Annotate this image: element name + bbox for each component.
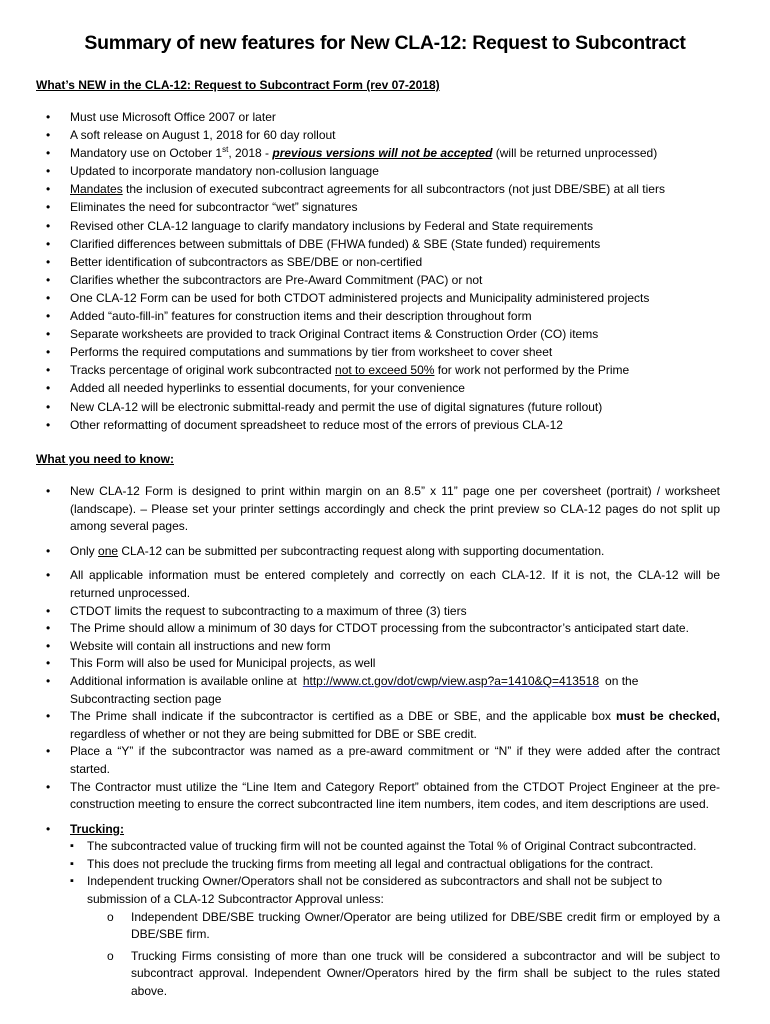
whats-new-list [36, 108, 720, 434]
list-item: • New CLA-12 will be electronic submittal-ready and permit the use of digital signatures (future rollout) [36, 398, 720, 416]
emphasis-text: previous versions will not be accepted [272, 146, 493, 161]
list-item: • Clarifies whether the subcontractors are Pre-Award Commitment (PAC) or not [36, 271, 720, 289]
list-item: • Added “auto-fill-in” features for construction items and their description throughout form [36, 307, 720, 325]
list-item: • Only one CLA-12 can be submitted per subcontracting request along with supporting documentation. [36, 543, 720, 561]
list-item: • Added all needed hyperlinks to essential documents, for your convenience [36, 379, 720, 397]
trucking-label: Trucking: [70, 821, 125, 836]
list-item: • Better identification of subcontractors as SBE/DBE or non-certified [36, 253, 720, 271]
list-item: • Must use Microsoft Office 2007 or later [36, 108, 720, 126]
list-item: • Mandatory use on October 1st, 2018 - previous versions will not be accepted (will be returned unprocessed) [36, 144, 720, 162]
section-heading-need-to-know: What you need to know: [36, 452, 174, 466]
trucking-list [70, 838, 720, 1000]
list-item: • The Prime shall indicate if the subcontractor is certified as a DBE or SBE, and the applicable box must be checked, regardless of whether or not they are being submitted for DBE or SBE credit. [36, 708, 720, 743]
list-item: • Updated to incorporate mandatory non-collusion language [36, 162, 720, 180]
list-item: • Other reformatting of document spreadsheet to reduce most of the errors of previous CLA-12 [36, 416, 720, 434]
list-item: • Clarified differences between submittals of DBE (FHWA funded) & SBE (State funded) requirements [36, 235, 720, 253]
list-item: • Mandates the inclusion of executed subcontract agreements for all subcontractors (not just DBE/SBE) at all tiers [36, 180, 720, 198]
list-item: ▪ This does not preclude the trucking firms from meeting all legal and contractual obligations for the contract. [70, 856, 720, 874]
list-item: • Additional information is available online at http://www.ct.gov/dot/cwp/view.asp?a=1410&Q=413518 on the Subcontracting section page [36, 673, 720, 708]
section-heading-whats-new: What’s NEW in the CLA-12: Request to Subcontract Form (rev 07-2018) [36, 78, 440, 92]
list-item: ▪ The subcontracted value of trucking firm will not be counted against the Total % of Original Contract subcontracted. [70, 838, 720, 856]
list-item: • The Prime should allow a minimum of 30 days for CTDOT processing from the subcontractor’s anticipated start date. [36, 620, 720, 638]
list-item: • Performs the required computations and summations by tier from worksheet to cover sheet [36, 343, 720, 361]
list-item: o Trucking Firms consisting of more than one truck will be considered a subcontractor and will be subject to subcontract approval. Independent Owner/Operators hired by the firm shall be subject to the rules stated above. [87, 948, 720, 1001]
trucking-sublist [87, 909, 720, 1001]
page-title: Summary of new features for New CLA-12: Request to Subcontract [84, 32, 686, 54]
list-item: • CTDOT limits the request to subcontracting to a maximum of three (3) tiers [36, 603, 720, 621]
list-item: ▪ Independent trucking Owner/Operators shall not be considered as subcontractors and shall not be subject to submission of a CLA-12 Subcontractor Approval unless: o Independent DBE/SBE trucking Owner/Operator are being utilized for DBE/SBE credit firm or employed by a DBE/SBE firm. o Trucking Firms consisting of more than one truck will be considered a subcontractor and will be subject to subcontract approval. Independent Owner/Operators hired by the firm shall be subject to the rules stated above. [70, 873, 720, 1000]
list-item: • New CLA-12 Form is designed to print within margin on an 8.5” x 11” page one per coversheet (portrait) / worksheet (landscape). – Please set your printer settings accordingly and check the print preview so CLA-12 pages do not split up among several pages. [36, 483, 720, 536]
subcontracting-info-link[interactable]: http://www.ct.gov/dot/cwp/view.asp?a=1410&Q=413518 [302, 673, 600, 688]
list-item: • A soft release on August 1, 2018 for 60 day rollout [36, 126, 720, 144]
list-item: • Website will contain all instructions and new form [36, 638, 720, 656]
list-item-trucking [36, 821, 720, 1001]
list-item: • Eliminates the need for subcontractor “wet” signatures [36, 198, 720, 216]
list-item: • One CLA-12 Form can be used for both CTDOT administered projects and Municipality administered projects [36, 289, 720, 307]
list-item: • This Form will also be used for Municipal projects, as well [36, 655, 720, 673]
list-item: • All applicable information must be entered completely and correctly on each CLA-12. If it is not, the CLA-12 will be returned unprocessed. [36, 567, 720, 602]
list-item: • Revised other CLA-12 language to clarify mandatory inclusions by Federal and State requirements [36, 217, 720, 235]
list-item: • Place a “Y” if the subcontractor was named as a pre-award commitment or “N” if they were added after the contract started. [36, 743, 720, 778]
list-item: • The Contractor must utilize the “Line Item and Category Report” obtained from the CTDOT Project Engineer at the pre-construction meeting to ensure the correct subcontracted line item numbers, item codes, and item descriptions are used. [36, 779, 720, 814]
list-item: • Tracks percentage of original work subcontracted not to exceed 50% for work not performed by the Prime [36, 361, 720, 379]
list-item: o Independent DBE/SBE trucking Owner/Operator are being utilized for DBE/SBE credit firm or employed by a DBE/SBE firm. [87, 909, 720, 944]
list-item: • Separate worksheets are provided to track Original Contract items & Construction Order (CO) items [36, 325, 720, 343]
need-to-know-list [36, 483, 720, 1005]
